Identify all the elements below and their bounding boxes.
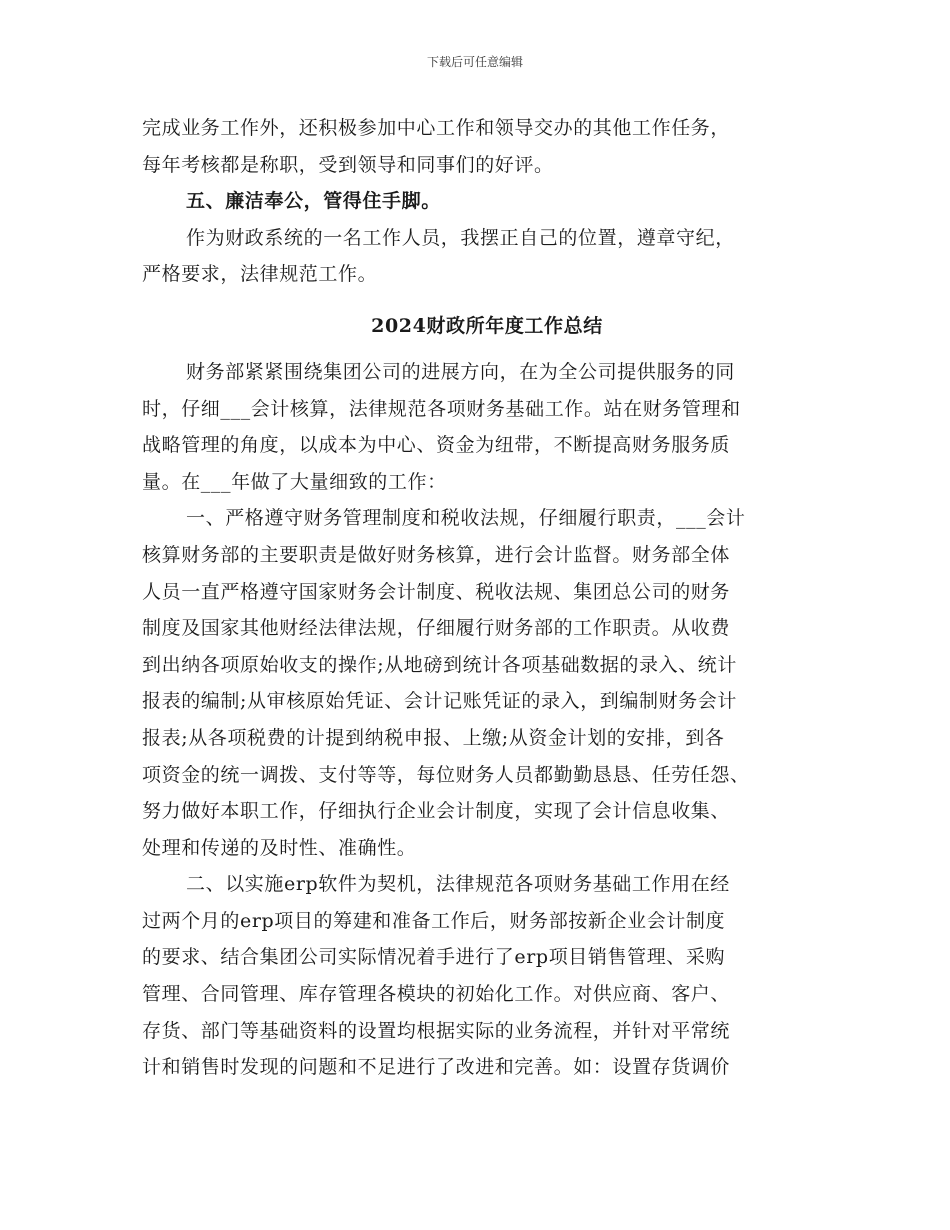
paragraph-line: 项资金的统一调拨、支付等等，每位财务人员都勤勤恳恳、任劳任怨、 <box>142 763 750 786</box>
page-header: 下载后可任意编辑 <box>426 55 523 69</box>
document-body <box>142 110 832 1086</box>
paragraph-line: 管理、合同管理、库存管理各模块的初始化工作。对供应商、客户、 <box>142 983 731 1006</box>
paragraph-line: 完成业务工作外，还积极参加中心工作和领导交办的其他工作任务， <box>142 117 731 139</box>
paragraph-line: 计和销售时发现的问题和不足进行了改进和完善。如：设置存货调价 <box>142 1056 731 1079</box>
paragraph-line: 每年考核都是称职，受到领导和同事们的好评。 <box>142 153 554 176</box>
paragraph-line: 二、以实施erp软件为契机，法律规范各项财务基础工作用在经 <box>186 873 730 896</box>
paragraph-line: 努力做好本职工作，仔细执行企业会计制度，实现了会计信息收集、 <box>142 800 731 823</box>
paragraph-line: 处理和传递的及时性、准确性。 <box>142 836 417 859</box>
paragraph-line: 制度及国家其他财经法律法规，仔细履行财务部的工作职责。从收费 <box>142 617 731 640</box>
paragraph-line: 一、严格遵守财务管理制度和税收法规，仔细履行职责，___会计 <box>186 507 746 530</box>
paragraph-line: 的要求、结合集团公司实际情况着手进行了erp项目销售管理、采购 <box>142 946 726 969</box>
paragraph-line: 严格要求，法律规范工作。 <box>142 263 378 286</box>
paragraph-line: 量。在___年做了大量细致的工作： <box>142 470 447 493</box>
paragraph-line: 时，仔细___会计核算，法律规范各项财务基础工作。站在财务管理和 <box>142 397 741 420</box>
document-title: 2024财政所年度工作总结 <box>371 314 603 337</box>
paragraph-line: 人员一直严格遵守国家财务会计制度、税收法规、集团总公司的财务 <box>142 580 731 603</box>
paragraph-line: 战略管理的角度，以成本为中心、资金为纽带，不断提高财务服务质 <box>142 434 731 457</box>
section-heading: 五、廉洁奉公，管得住手脚。 <box>186 190 441 213</box>
paragraph-line: 报表;从各项税费的计提到纳税申报、上缴;从资金计划的安排，到各 <box>142 726 725 749</box>
paragraph-line: 到出纳各项原始收支的操作;从地磅到统计各项基础数据的录入、统计 <box>142 653 738 676</box>
paragraph-line: 核算财务部的主要职责是做好财务核算，进行会计监督。财务部全体 <box>142 543 731 566</box>
paragraph-line: 报表的编制;从审核原始凭证、会计记账凭证的录入，到编制财务会计 <box>142 690 738 713</box>
paragraph-line: 存货、部门等基础资料的设置均根据实际的业务流程，并针对平常统 <box>142 1019 731 1042</box>
paragraph-line: 过两个月的erp项目的筹建和准备工作后，财务部按新企业会计制度 <box>142 909 726 932</box>
paragraph-line: 财务部紧紧围绕集团公司的进展方向，在为全公司提供服务的同 <box>186 360 735 383</box>
paragraph-line: 作为财政系统的一名工作人员，我摆正自己的位置，遵章守纪， <box>186 226 735 249</box>
